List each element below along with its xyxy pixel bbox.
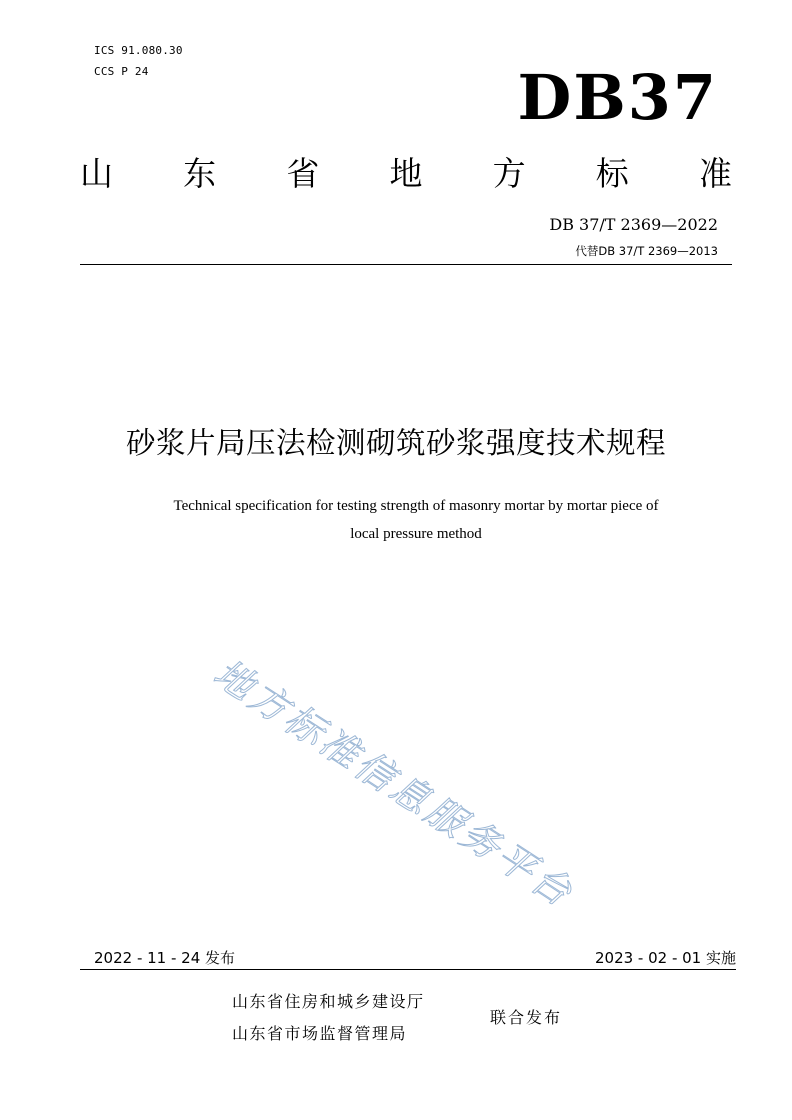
date-row [94, 946, 736, 970]
province-title-char: 准 [698, 154, 732, 193]
issuer-market-regulation: 山东省市场监督管理局 [232, 1024, 408, 1043]
watermark [205, 640, 675, 940]
english-title-line: Technical specification for testing strength of masonry mortar by mortar piece of [173, 498, 659, 514]
header-divider [80, 264, 732, 265]
replaces-standard: 代替DB 37/T 2369—2013 [575, 244, 718, 258]
issuing-authorities [232, 986, 425, 1050]
issue-date: 2022 - 11 - 24 发布 [94, 949, 236, 967]
province-standard-title [80, 150, 732, 198]
province-title-char: 东 [183, 154, 217, 193]
standard-number: DB 37/T 2369—2022 [549, 215, 718, 234]
english-title [90, 492, 742, 548]
ccs-code: CCS P 24 [94, 65, 149, 78]
db37-logo: DB37 [517, 61, 718, 134]
province-title-char: 地 [389, 154, 423, 193]
implementation-date: 2023 - 02 - 01 实施 [594, 949, 736, 967]
issuer-housing-department: 山东省住房和城乡建设厅 [232, 992, 425, 1011]
ics-code: ICS 91.080.30 [94, 44, 183, 57]
footer-divider [80, 969, 736, 970]
province-title-char: 方 [492, 154, 526, 193]
province-title-char: 省 [286, 154, 320, 193]
joint-issue-label: 联合发布 [490, 1008, 563, 1027]
province-title-char: 山 [80, 154, 113, 193]
chinese-title: 砂浆片局压法检测砌筑砂浆强度技术规程 [125, 426, 666, 460]
english-title-line: local pressure method [350, 526, 482, 542]
watermark-graphic [205, 640, 675, 940]
classification-codes [94, 40, 183, 82]
watermark-text: 地方标准信息服务平台 [206, 650, 583, 917]
province-title-char: 标 [595, 154, 629, 193]
